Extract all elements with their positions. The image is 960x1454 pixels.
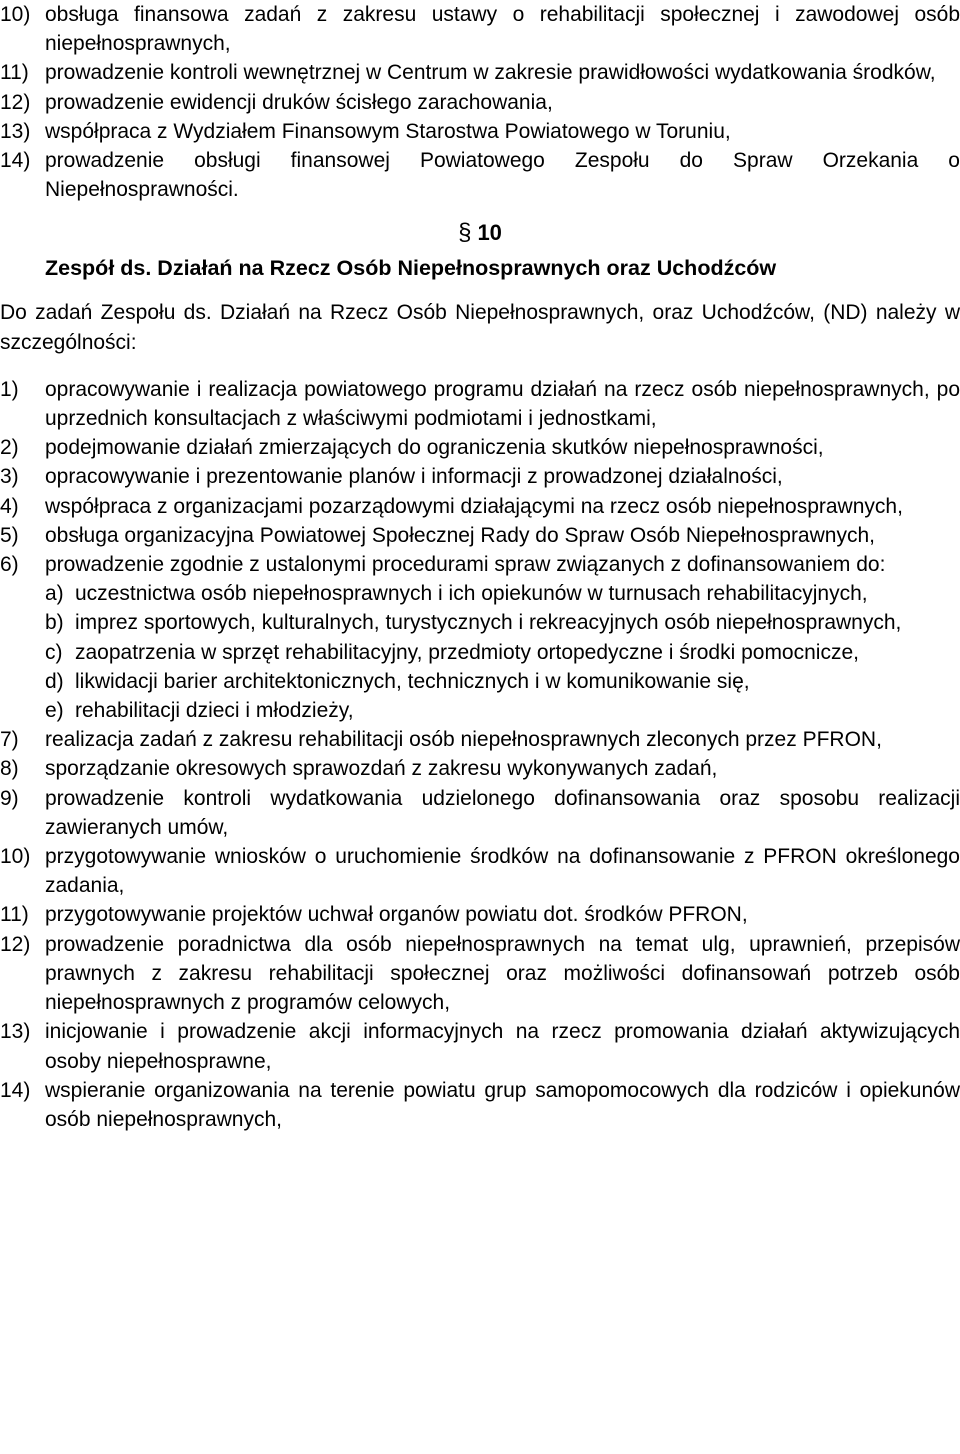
list-item: [0, 1017, 960, 1075]
list-item-number: 14): [0, 149, 31, 173]
sub-list-item-text: likwidacji barier architektonicznych, technicznych i w komunikowanie się,: [75, 669, 750, 693]
sub-list-item-letter: b): [45, 611, 64, 635]
list-item-number: 5): [0, 523, 19, 547]
list-item-text: prowadzenie zgodnie z ustalonymi procedurami spraw związanych z dofinansowaniem do:: [45, 553, 886, 577]
list-item: [0, 0, 960, 58]
section-number: 10: [477, 220, 502, 246]
sub-list-item: [45, 696, 960, 725]
list-item: [0, 842, 960, 900]
list-item: [0, 146, 960, 204]
list-item-number: 13): [0, 1020, 31, 1044]
list-item-number: 4): [0, 494, 19, 518]
list-item-number: 8): [0, 757, 19, 781]
list-item-number: 11): [0, 903, 29, 927]
list-item-number: 12): [0, 932, 31, 956]
list-item: [0, 754, 960, 783]
list-item-text: inicjowanie i prowadzenie akcji informacyjnych na rzecz promowania działań aktywizujących osoby niepełnosprawne,: [45, 1020, 960, 1073]
sub-list-item-text: rehabilitacji dzieci i młodzieży,: [75, 699, 354, 723]
list-item: [0, 117, 960, 146]
sub-list-item-letter: a): [45, 582, 64, 606]
list-item-text: opracowywanie i prezentowanie planów i informacji z prowadzonej działalności,: [45, 465, 783, 489]
sub-list-item-text: uczestnictwa osób niepełnosprawnych i ich opiekunów w turnusach rehabilitacyjnych,: [75, 582, 868, 606]
list-item: [0, 375, 960, 433]
list-item-text: prowadzenie ewidencji druków ścisłego zarachowania,: [45, 90, 553, 114]
list-item-number: 13): [0, 119, 31, 143]
list-item-text: współpraca z organizacjami pozarządowymi działającymi na rzecz osób niepełnosprawnych,: [45, 494, 903, 518]
sub-list-item-letter: e): [45, 699, 64, 723]
sub-list-item-letter: c): [45, 640, 63, 664]
list-item: [0, 900, 960, 929]
list-item-number: 12): [0, 90, 31, 114]
sub-list-item: [45, 608, 960, 637]
sub-list-item-text: imprez sportowych, kulturalnych, turystycznych i rekreacyjnych osób niepełnosprawnych,: [75, 611, 902, 635]
list-item-number: 3): [0, 465, 19, 489]
list-item-number: 6): [0, 553, 19, 577]
list-item: [0, 492, 960, 521]
list-item-text: przygotowywanie wniosków o uruchomienie środków na dofinansowanie z PFRON określonego zadania,: [45, 845, 960, 898]
list-item-number: 7): [0, 728, 19, 752]
list-item-text: współpraca z Wydziałem Finansowym Starostwa Powiatowego w Toruniu,: [45, 119, 731, 143]
list-item-text: prowadzenie obsługi finansowej Powiatowego Zespołu do Spraw Orzekania o Niepełnosprawności.: [45, 149, 960, 202]
section-heading: [0, 216, 960, 250]
list-item: [0, 88, 960, 117]
list-item-number: 10): [0, 3, 31, 26]
list-item: [0, 725, 960, 754]
list-item-text: przygotowywanie projektów uchwał organów powiatu dot. środków PFRON,: [45, 903, 748, 927]
section-sign: §: [458, 219, 472, 247]
task-list-part1: [0, 0, 960, 204]
list-item-number: 14): [0, 1078, 31, 1102]
list-item-number: 2): [0, 436, 19, 460]
list-item-text: prowadzenie poradnictwa dla osób niepełnosprawnych na temat ulg, uprawnień, przepisów prawnych z zakresu rehabilitacji społecznej oraz możliwości dofinansowań potrzeb osób niepełnosprawnych z programów celowych,: [45, 932, 960, 1015]
list-item: [0, 433, 960, 462]
list-item: [0, 521, 960, 550]
list-item: [0, 550, 960, 725]
list-item: [0, 58, 960, 87]
list-item-number: 1): [0, 377, 19, 401]
list-item-text: obsługa finansowa zadań z zakresu ustawy o rehabilitacji społecznej i zawodowej osób niepełnosprawnych,: [45, 3, 960, 56]
list-item-text: podejmowanie działań zmierzających do ograniczenia skutków niepełnosprawności,: [45, 436, 824, 460]
sub-list-item: [45, 579, 960, 608]
section-intro: Do zadań Zespołu ds. Działań na Rzecz Osób Niepełnosprawnych, oraz Uchodźców, (ND) należy w szczególności:: [0, 301, 960, 354]
list-item-text: opracowywanie i realizacja powiatowego programu działań na rzecz osób niepełnosprawnych, po uprzednich konsultacjach z właściwymi podmiotami i jednostkami,: [45, 377, 960, 431]
sub-list-item: [45, 667, 960, 696]
list-item: [0, 462, 960, 491]
section-title: Zespół ds. Działań na Rzecz Osób Niepełnosprawnych oraz Uchodźców: [45, 256, 777, 281]
list-item-text: prowadzenie kontroli wydatkowania udzielonego dofinansowania oraz sposobu realizacji zawieranych umów,: [45, 786, 960, 839]
list-item: [0, 1076, 960, 1134]
task-list-part2: [0, 375, 960, 1134]
list-item-text: obsługa organizacyjna Powiatowej Społecznej Rady do Spraw Osób Niepełnosprawnych,: [45, 523, 875, 547]
sub-list-item-text: zaopatrzenia w sprzęt rehabilitacyjny, przedmioty ortopedyczne i środki pomocnicze,: [75, 640, 859, 664]
list-item-number: 11): [0, 61, 29, 85]
list-item-text: sporządzanie okresowych sprawozdań z zakresu wykonywanych zadań,: [45, 757, 718, 781]
list-item-number: 9): [0, 786, 19, 810]
list-item: [0, 930, 960, 1018]
sub-list-item-letter: d): [45, 669, 64, 693]
list-item-number: 10): [0, 845, 31, 869]
list-item-text: prowadzenie kontroli wewnętrznej w Centrum w zakresie prawidłowości wydatkowania środków,: [45, 61, 936, 85]
list-item: [0, 784, 960, 842]
sub-list-item: [45, 638, 960, 667]
list-item-text: wspieranie organizowania na terenie powiatu grup samopomocowych dla rodziców i opiekunów osób niepełnosprawnych,: [45, 1078, 960, 1131]
list-item-text: realizacja zadań z zakresu rehabilitacji osób niepełnosprawnych zleconych przez PFRON,: [45, 728, 882, 752]
